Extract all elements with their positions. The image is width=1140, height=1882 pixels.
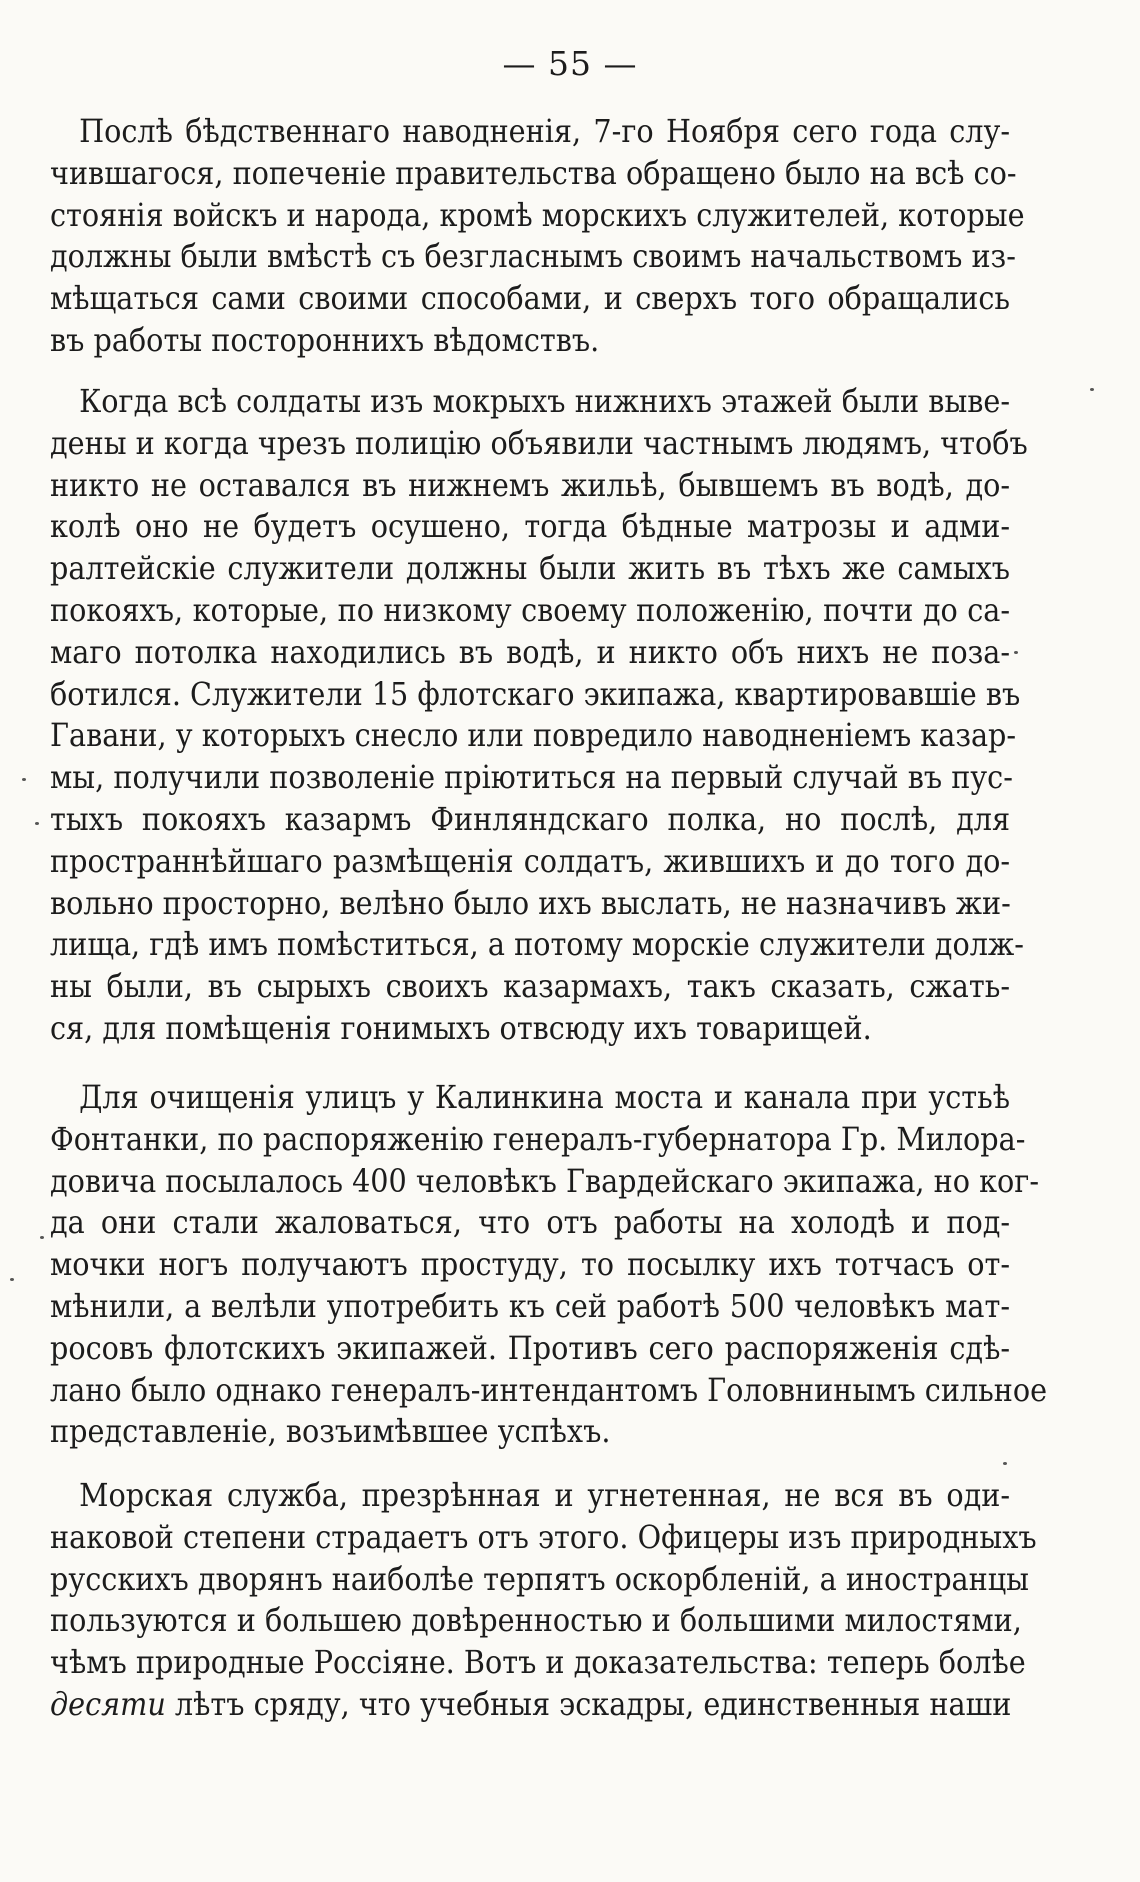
text-line: чѣмъ природные Россіяне. Вотъ и доказательства: теперь болѣе bbox=[50, 1645, 1026, 1682]
text-line: мочки ногъ получаютъ простуду, то посылку ихъ тотчасъ от- bbox=[50, 1247, 1011, 1284]
paragraph-2 bbox=[50, 382, 1028, 1051]
text-line: наковой степени страдаетъ отъ этого. Офицеры изъ природныхъ bbox=[50, 1519, 1037, 1556]
text-line: должны были вмѣстѣ съ безгласнымъ своимъ начальствомъ из- bbox=[50, 239, 1016, 276]
text-line: ся, для помѣщенія гонимыхъ отвсюду ихъ товарищей. bbox=[50, 1010, 872, 1047]
text-line: Морская служба, презрѣнная и угнетенная, не вся въ оди- bbox=[79, 1478, 1011, 1514]
text-line: ботился. Служители 15 флотскаго экипажа, квартировавшіе въ bbox=[50, 676, 1021, 713]
print-speck bbox=[35, 822, 39, 825]
text-line-final bbox=[50, 1685, 1010, 1727]
text-line: ралтейскіе служители должны были жить въ тѣхъ же самыхъ bbox=[50, 551, 1011, 588]
print-speck bbox=[22, 778, 26, 781]
text-line: довича посылалось 400 человѣкъ Гвардейскаго экипажа, но ког- bbox=[50, 1163, 1039, 1200]
text-line: вольно просторно, велѣно было ихъ выслать, не назначивъ жи- bbox=[50, 885, 1011, 922]
text-line: стоянія войскъ и народа, кромѣ морскихъ служителей, которые bbox=[50, 197, 1025, 234]
text-line: русскихъ дворянъ наиболѣе терпятъ оскорбленій, а иностранцы bbox=[50, 1561, 1030, 1598]
text-line-rest: лѣтъ сряду, что учебныя эскадры, единственныя наши bbox=[165, 1686, 1012, 1723]
print-speck bbox=[10, 1278, 14, 1281]
text-line: да они стали жаловаться, что отъ работы на холодѣ и под- bbox=[50, 1205, 1011, 1242]
page-number: — 55 — bbox=[502, 44, 638, 83]
print-speck bbox=[1003, 1462, 1007, 1465]
print-speck bbox=[1014, 651, 1018, 654]
text-line: лано было однако генералъ-интендантомъ Головнинымъ сильное bbox=[50, 1372, 1048, 1409]
paragraph-1 bbox=[50, 112, 1025, 363]
text-line: лища, гдѣ имъ помѣститься, а потому морскіе служители долж- bbox=[50, 927, 1024, 964]
paragraph-3 bbox=[50, 1078, 1048, 1454]
text-line: колѣ оно не будетъ осушено, тогда бѣдные матрозы и адми- bbox=[50, 509, 1011, 546]
text-line: мы, получили позволеніе пріютиться на первый случай въ пус- bbox=[50, 760, 1013, 797]
text-line: росовъ флотскихъ экипажей. Противъ сего распоряженія сдѣ- bbox=[50, 1330, 1011, 1367]
text-line: въ работы постороннихъ вѣдомствъ. bbox=[50, 322, 600, 359]
text-line: Для очищенія улицъ у Калинкина моста и канала при устьѣ bbox=[79, 1080, 1011, 1116]
text-line: покояхъ, которые, по низкому своему положенію, почти до са- bbox=[50, 592, 1011, 629]
text-line: представленіе, возъимѣвшее успѣхъ. bbox=[50, 1414, 611, 1451]
text-line: мѣщаться сами своими способами, и сверхъ того обращались bbox=[50, 281, 1011, 318]
text-line: тыхъ покояхъ казармъ Финляндскаго полка, но послѣ, для bbox=[50, 801, 1011, 838]
text-line: Послѣ бѣдственнаго наводненія, 7-го Ноября сего года слу- bbox=[79, 114, 1011, 150]
text-line: дены и когда чрезъ полицію объявили частнымъ людямъ, чтобъ bbox=[50, 425, 1028, 462]
text-line: пользуются и большею довѣренностью и большими милостями, bbox=[50, 1603, 1022, 1640]
text-line: Гавани, у которыхъ снесло или повредило наводненіемъ казар- bbox=[50, 718, 1017, 755]
text-line: мѣнили, а велѣли употребить къ сей работѣ 500 человѣкъ мат- bbox=[50, 1288, 1011, 1325]
text-line: никто не оставался въ нижнемъ жильѣ, бывшемъ въ водѣ, до- bbox=[50, 467, 1011, 504]
text-line: Когда всѣ солдаты изъ мокрыхъ нижнихъ этажей были выве- bbox=[79, 384, 1011, 420]
print-speck bbox=[1090, 388, 1094, 391]
text-line: маго потолка находились въ водѣ, и никто объ нихъ не поза- bbox=[50, 634, 1011, 671]
text-line: чившагося, попеченіе правительства обращено было на всѣ со- bbox=[50, 155, 1017, 192]
italic-word: десяти bbox=[50, 1686, 166, 1723]
text-line: Фонтанки, по распоряженію генералъ-губернатора Гр. Милора- bbox=[50, 1121, 1026, 1158]
paragraph-4 bbox=[50, 1476, 1037, 1727]
text-line: ны были, въ сырыхъ своихъ казармахъ, такъ сказать, сжать- bbox=[50, 969, 1011, 1006]
print-speck bbox=[40, 1236, 44, 1239]
text-line: пространнѣйшаго размѣщенія солдатъ, жившихъ и до того до- bbox=[50, 843, 1011, 880]
